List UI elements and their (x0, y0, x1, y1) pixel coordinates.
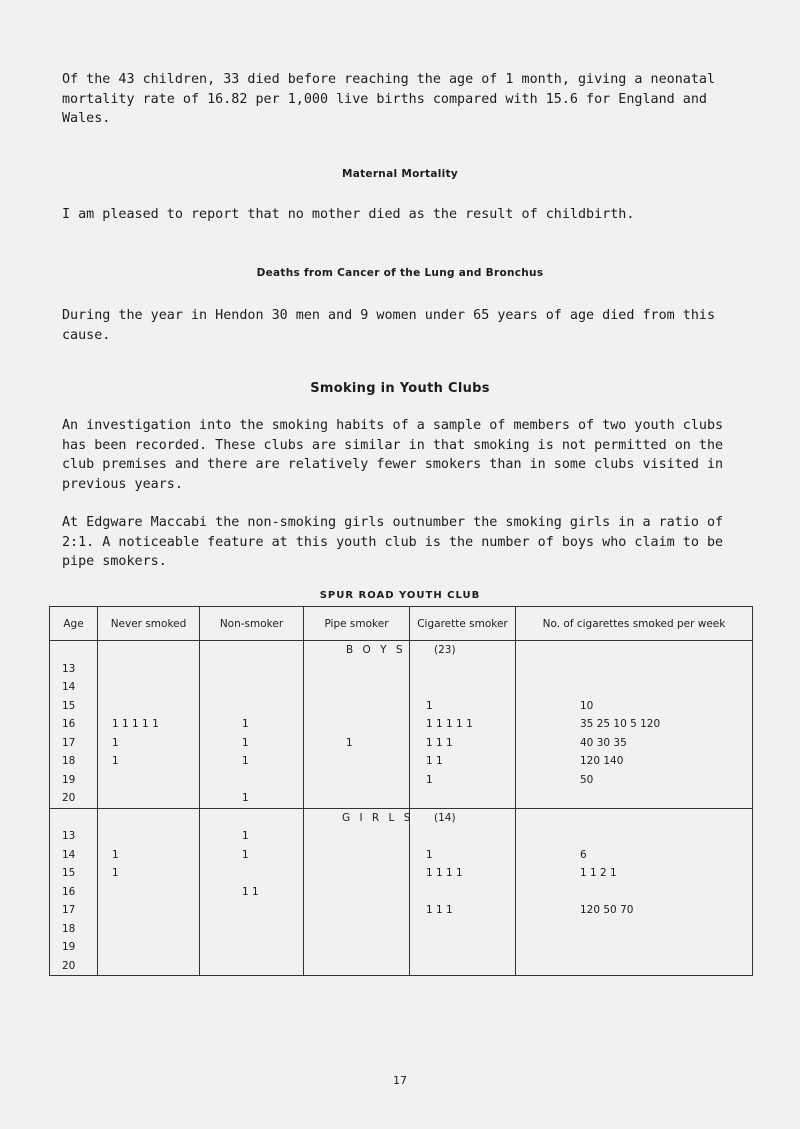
cell-cigarette-smoker: 1 1 1 1 (410, 864, 516, 883)
cell-never-smoked: 1 (98, 752, 200, 771)
cell-never-smoked: 1 (98, 846, 200, 865)
cell-pipe-smoker (304, 715, 410, 734)
cell-non-smoker (200, 901, 304, 920)
cell-pipe-smoker (304, 771, 410, 790)
smoking-youth-clubs-heading: Smoking in Youth Clubs (310, 381, 490, 396)
header-never-smoked: Never smoked (98, 607, 200, 641)
cell-non-smoker (200, 920, 304, 939)
cell-cigarettes-per-week: 120 50 70 (516, 901, 753, 920)
cell-non-smoker (200, 678, 304, 697)
cell-non-smoker: 1 (200, 827, 304, 846)
cell-non-smoker (200, 957, 304, 976)
table-row (50, 864, 753, 883)
cell-never-smoked (98, 827, 200, 846)
boys-group-row (50, 641, 753, 660)
neonatal-paragraph: Of the 43 children, 33 died before reaching the age of 1 month, giving a neonatal mortality rate of 16.82 per 1,000 live births compared with 15.6 for England and Wales. (62, 72, 716, 126)
cell-pipe-smoker (304, 920, 410, 939)
cell-age: 20 (50, 789, 98, 808)
cell-non-smoker: 1 (200, 715, 304, 734)
cell-age: 15 (50, 864, 98, 883)
header-cigarettes-per-week: No. of cigarettes smoked per week (516, 607, 753, 641)
cell-age: 13 (50, 827, 98, 846)
header-pipe-smoker: Pipe smoker (304, 607, 410, 641)
cell-never-smoked (98, 789, 200, 808)
girls-count: (14) (410, 808, 516, 827)
cell-pipe-smoker (304, 697, 410, 716)
cell-cigarettes-per-week: 10 (516, 697, 753, 716)
girls-label: G I R L S (342, 811, 414, 824)
cell-cigarette-smoker (410, 957, 516, 976)
cell-pipe-smoker (304, 883, 410, 902)
cell-pipe-smoker (304, 864, 410, 883)
cell-cigarettes-per-week: 35 25 10 5 120 (516, 715, 753, 734)
cell-cigarette-smoker (410, 883, 516, 902)
cell-cigarette-smoker: 1 1 1 (410, 734, 516, 753)
cell-non-smoker (200, 771, 304, 790)
cell-pipe-smoker (304, 938, 410, 957)
table-row (50, 734, 753, 753)
cell-age: 14 (50, 678, 98, 697)
boys-count: (23) (410, 641, 516, 660)
cell-cigarettes-per-week: 1 1 2 1 (516, 864, 753, 883)
table-row (50, 846, 753, 865)
cell-cigarette-smoker (410, 660, 516, 679)
cell-cigarette-smoker (410, 678, 516, 697)
cell-cigarettes-per-week (516, 883, 753, 902)
table-row (50, 901, 753, 920)
cell-pipe-smoker (304, 901, 410, 920)
cell-cigarette-smoker (410, 789, 516, 808)
cell-never-smoked (98, 901, 200, 920)
cell-never-smoked: 1 1 1 1 1 (98, 715, 200, 734)
cell-age: 18 (50, 920, 98, 939)
table-row (50, 697, 753, 716)
table-row (50, 660, 753, 679)
cell-pipe-smoker (304, 752, 410, 771)
cell-age: 19 (50, 938, 98, 957)
cell-cigarettes-per-week (516, 827, 753, 846)
cell-cigarettes-per-week (516, 678, 753, 697)
table-row (50, 771, 753, 790)
cell-pipe-smoker (304, 846, 410, 865)
cell-pipe-smoker (304, 827, 410, 846)
maternal-mortality-text: I am pleased to report that no mother died as the result of childbirth. (62, 207, 635, 222)
table-row (50, 678, 753, 697)
cell-cigarette-smoker (410, 938, 516, 957)
cell-never-smoked (98, 771, 200, 790)
table-header-row (50, 607, 753, 641)
cell-age: 16 (50, 883, 98, 902)
cell-pipe-smoker (304, 678, 410, 697)
girls-group-row (50, 808, 753, 827)
cell-cigarettes-per-week: 6 (516, 846, 753, 865)
cell-pipe-smoker (304, 957, 410, 976)
table-title: SPUR ROAD YOUTH CLUB (319, 590, 481, 601)
lung-cancer-text: During the year in Hendon 30 men and 9 women under 65 years of age died from this cause. (62, 308, 716, 343)
table-row (50, 938, 753, 957)
cell-non-smoker: 1 (200, 846, 304, 865)
cell-non-smoker: 1 (200, 734, 304, 753)
table-row (50, 789, 753, 808)
header-age: Age (50, 607, 98, 641)
cell-never-smoked (98, 883, 200, 902)
table-row (50, 883, 753, 902)
smoking-paragraph-1: An investigation into the smoking habits of a sample of members of two youth clubs has been recorded. These clubs are similar in that smoking is not permitted on the club premises and there are relatively fewer smokers than in some clubs visited in previous years. (62, 418, 724, 492)
cell-cigarettes-per-week (516, 920, 753, 939)
cell-cigarette-smoker (410, 920, 516, 939)
cell-non-smoker (200, 697, 304, 716)
cell-age: 13 (50, 660, 98, 679)
cell-non-smoker: 1 1 (200, 883, 304, 902)
cell-non-smoker: 1 (200, 752, 304, 771)
cell-age: 18 (50, 752, 98, 771)
cell-never-smoked (98, 697, 200, 716)
cell-cigarettes-per-week: 120 140 (516, 752, 753, 771)
cell-non-smoker (200, 660, 304, 679)
cell-never-smoked: 1 (98, 734, 200, 753)
cell-cigarette-smoker (410, 827, 516, 846)
header-cigarette-smoker: Cigarette smoker (410, 607, 516, 641)
cell-cigarette-smoker: 1 (410, 697, 516, 716)
cell-cigarette-smoker: 1 (410, 771, 516, 790)
cell-cigarettes-per-week (516, 957, 753, 976)
cell-cigarettes-per-week (516, 789, 753, 808)
cell-age: 20 (50, 957, 98, 976)
cell-cigarette-smoker: 1 1 (410, 752, 516, 771)
lung-cancer-heading: Deaths from Cancer of the Lung and Bronchus (256, 267, 544, 279)
table-row (50, 715, 753, 734)
cell-cigarettes-per-week: 40 30 35 (516, 734, 753, 753)
cell-age: 16 (50, 715, 98, 734)
table-row (50, 827, 753, 846)
cell-never-smoked (98, 920, 200, 939)
cell-never-smoked (98, 957, 200, 976)
cell-cigarette-smoker: 1 (410, 846, 516, 865)
cell-non-smoker (200, 864, 304, 883)
cell-never-smoked (98, 938, 200, 957)
table-row (50, 752, 753, 771)
cell-non-smoker: 1 (200, 789, 304, 808)
page-number: 17 (393, 1074, 407, 1087)
smoking-paragraph-2: At Edgware Maccabi the non-smoking girls outnumber the smoking girls in a ratio of 2:1. A noticeable feature at this youth club is the number of boys who claim to be pipe smokers. (62, 515, 724, 569)
cell-pipe-smoker: 1 (304, 734, 410, 753)
spur-road-table (49, 606, 753, 976)
header-non-smoker: Non-smoker (200, 607, 304, 641)
cell-never-smoked (98, 678, 200, 697)
cell-age: 17 (50, 734, 98, 753)
cell-cigarette-smoker: 1 1 1 1 1 (410, 715, 516, 734)
table-row (50, 920, 753, 939)
table-row (50, 957, 753, 976)
boys-label: B O Y S (346, 644, 406, 657)
cell-never-smoked (98, 660, 200, 679)
cell-cigarettes-per-week: 50 (516, 771, 753, 790)
cell-cigarettes-per-week (516, 660, 753, 679)
cell-never-smoked: 1 (98, 864, 200, 883)
cell-pipe-smoker (304, 789, 410, 808)
cell-cigarette-smoker: 1 1 1 (410, 901, 516, 920)
cell-pipe-smoker (304, 660, 410, 679)
cell-age: 15 (50, 697, 98, 716)
cell-cigarettes-per-week (516, 938, 753, 957)
cell-age: 19 (50, 771, 98, 790)
maternal-mortality-heading: Maternal Mortality (341, 168, 459, 180)
cell-age: 17 (50, 901, 98, 920)
cell-age: 14 (50, 846, 98, 865)
cell-non-smoker (200, 938, 304, 957)
